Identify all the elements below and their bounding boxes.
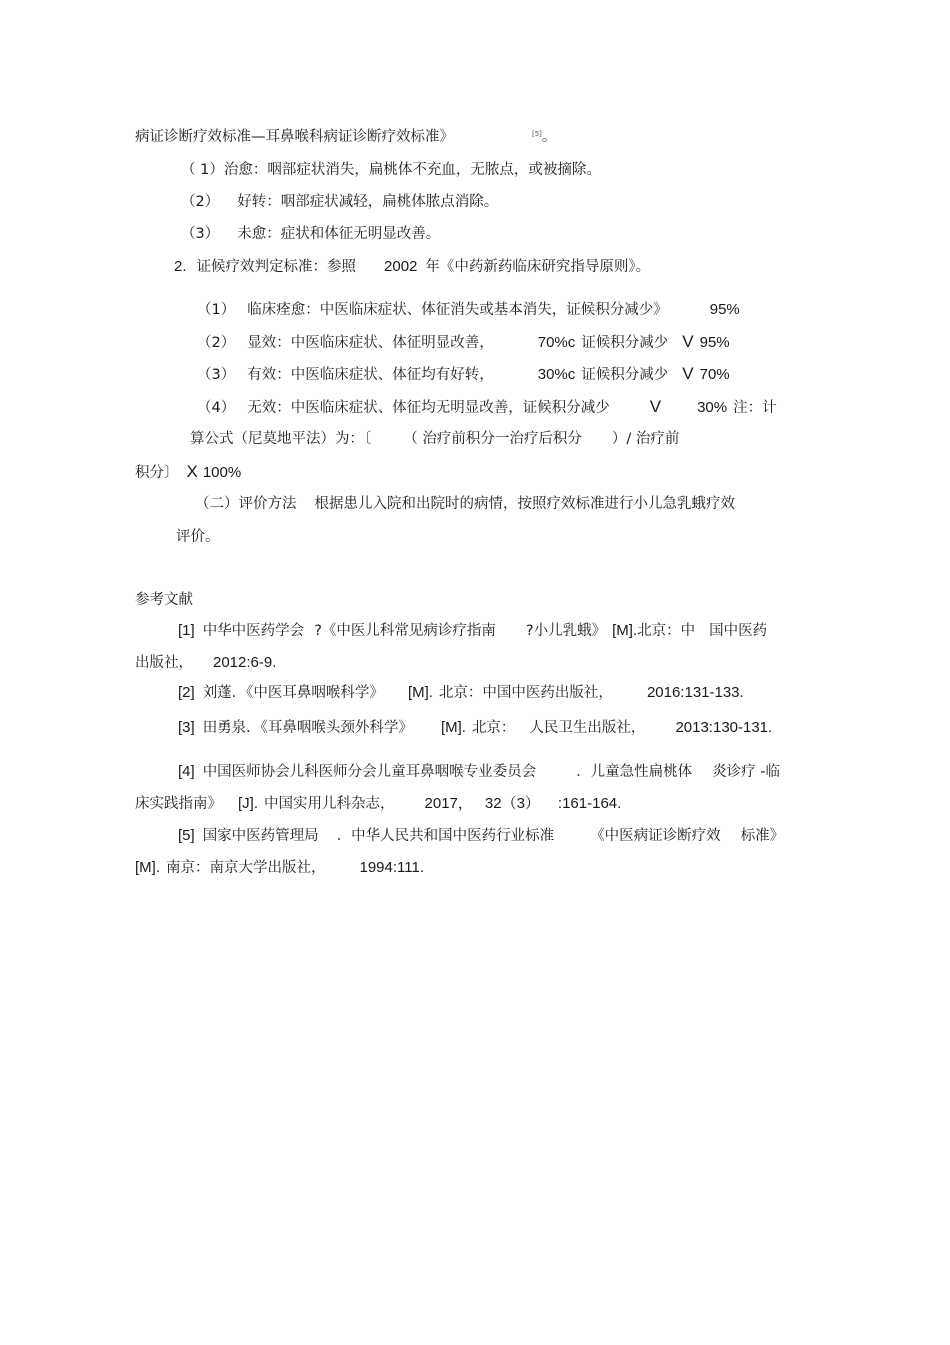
text: 70%	[699, 366, 730, 383]
citation-mark: [5]	[532, 130, 542, 138]
text: （4）	[197, 400, 236, 416]
text: [J].	[238, 795, 259, 812]
text: （2）	[197, 335, 236, 351]
formula-line-1	[190, 429, 679, 449]
text: 显效：中医临床症状、体征明显改善，	[247, 335, 494, 351]
text: 床实践指南》	[135, 796, 222, 812]
text: [M].	[407, 684, 433, 701]
text: X	[186, 462, 198, 481]
text: 2002	[384, 258, 418, 275]
text: （3）	[197, 367, 236, 383]
text: 根据患儿入院和出院时的病情，按照疗效标准进行小儿急乳蛾疗效	[314, 496, 735, 512]
text: V	[649, 397, 662, 416]
text: :161-164.	[557, 795, 622, 812]
text: 刘蓬．《中医耳鼻咽喉科学》	[202, 685, 384, 701]
text: 好转：咽部症状减轻，扁桃体脓点消除。	[237, 194, 499, 210]
text: 田勇泉．《耳鼻咽喉头颈外科学》	[202, 720, 413, 736]
text: 北京：中	[637, 623, 696, 639]
reference-1-line-2	[135, 653, 276, 673]
text: 证候积分减少	[581, 367, 669, 383]
reference-3	[178, 718, 772, 738]
text: 炎诊疗 -临	[712, 764, 781, 780]
text: 2017，	[424, 795, 473, 812]
text: [M].	[440, 719, 466, 736]
text: [M].	[612, 622, 638, 639]
text: [3]	[178, 719, 195, 736]
text: 30%c	[537, 366, 576, 383]
text: 病证诊断疗效标准—耳鼻喉科病证诊断疗效标准》	[135, 129, 454, 145]
text: 2.	[174, 258, 187, 275]
text: 未愈：症状和体征无明显改善。	[237, 226, 441, 242]
reference-4-line-2	[135, 794, 621, 814]
line-5	[174, 257, 650, 277]
text: 积分〕	[135, 465, 179, 481]
criteria-1	[197, 300, 740, 320]
criteria-3	[197, 364, 730, 385]
text: 南京：南京大学出版社，	[166, 860, 326, 876]
criteria-4	[197, 397, 777, 418]
text: 有效：中医临床症状、体征均有好转，	[247, 367, 494, 383]
evaluation-line-1	[195, 494, 735, 514]
text: 国中医药	[709, 623, 768, 639]
text: （1）	[197, 302, 236, 318]
text: 临床痊愈：中医临床症状、体征消失或基本消失，证候积分减少》	[247, 302, 668, 318]
line-4	[181, 224, 440, 244]
text: 评价。	[176, 529, 220, 545]
text: ．中华人民共和国中医药行业标准	[336, 828, 555, 844]
text: （3）	[181, 226, 220, 242]
reference-1-line-1	[178, 621, 767, 641]
text: （ 1）治愈：咽部症状消失，扁桃体不充血，无脓点，或被摘除。	[181, 162, 601, 178]
text: 中国医师协会儿科医师分会儿童耳鼻咽喉专业委员会	[202, 764, 537, 780]
text: 国家中医药管理局	[202, 828, 319, 844]
text: 算公式（尼莫地平法）为：〔	[190, 431, 372, 447]
formula-line-2	[135, 462, 241, 483]
text: 100%	[202, 464, 242, 481]
reference-5-line-2	[135, 858, 424, 878]
text: 中华中医药学会	[202, 623, 305, 639]
text: 注：计	[733, 400, 777, 416]
text: 标准》	[740, 828, 785, 844]
text: 人民卫生出版社，	[529, 720, 646, 736]
text: 95%	[699, 334, 730, 351]
criteria-2	[197, 332, 730, 353]
text: 2016:131-133.	[646, 684, 744, 701]
line-2	[181, 160, 601, 180]
text: 北京：	[471, 720, 516, 736]
text: 无效：中医临床症状、体征均无明显改善，证候积分减少	[247, 400, 610, 416]
text: 32（3）	[484, 795, 540, 812]
reference-2	[178, 683, 744, 703]
text: 30%	[697, 399, 728, 416]
line-3	[181, 192, 498, 212]
text: 出版社，	[135, 655, 193, 671]
reference-5-line-1	[178, 826, 784, 846]
text: （2）	[181, 194, 220, 210]
text: 95%	[709, 301, 740, 318]
text: 北京：中国中医药出版社，	[438, 685, 613, 701]
text: ．儿童急性扁桃体	[576, 764, 693, 780]
text: [5]	[178, 827, 195, 844]
references-heading	[135, 590, 193, 610]
text: （二）评价方法	[195, 496, 297, 512]
text: 70%c	[537, 334, 576, 351]
text: [M].	[135, 859, 160, 876]
text: V	[682, 364, 694, 383]
line-1	[135, 127, 556, 149]
text: 2013:130-131.	[675, 719, 773, 736]
text: 证候积分减少	[581, 335, 669, 351]
text: 。	[541, 129, 557, 145]
text: [4]	[178, 763, 195, 780]
text: [1]	[178, 622, 195, 639]
evaluation-line-2	[176, 527, 220, 547]
text: 1994:111.	[359, 859, 425, 876]
text: 2012:6-9.	[213, 654, 277, 671]
text: 年《中药新药临床研究指导原则》。	[425, 259, 651, 275]
text: ）/ 治疗前	[611, 431, 680, 447]
text: ?小儿乳蛾》	[525, 623, 607, 639]
reference-4-line-1	[178, 762, 780, 782]
text: ?《中医儿科常见病诊疗指南	[314, 623, 496, 639]
text: 中国实用儿科杂志，	[264, 796, 395, 812]
text: （ 治疗前积分一治疗后积分	[403, 431, 582, 447]
text: 《中医病证诊断疗效	[590, 828, 721, 844]
text: 参考文献	[135, 592, 193, 608]
text: V	[682, 332, 694, 351]
text: [2]	[178, 684, 195, 701]
text: 证候疗效判定标准：参照	[196, 259, 357, 275]
